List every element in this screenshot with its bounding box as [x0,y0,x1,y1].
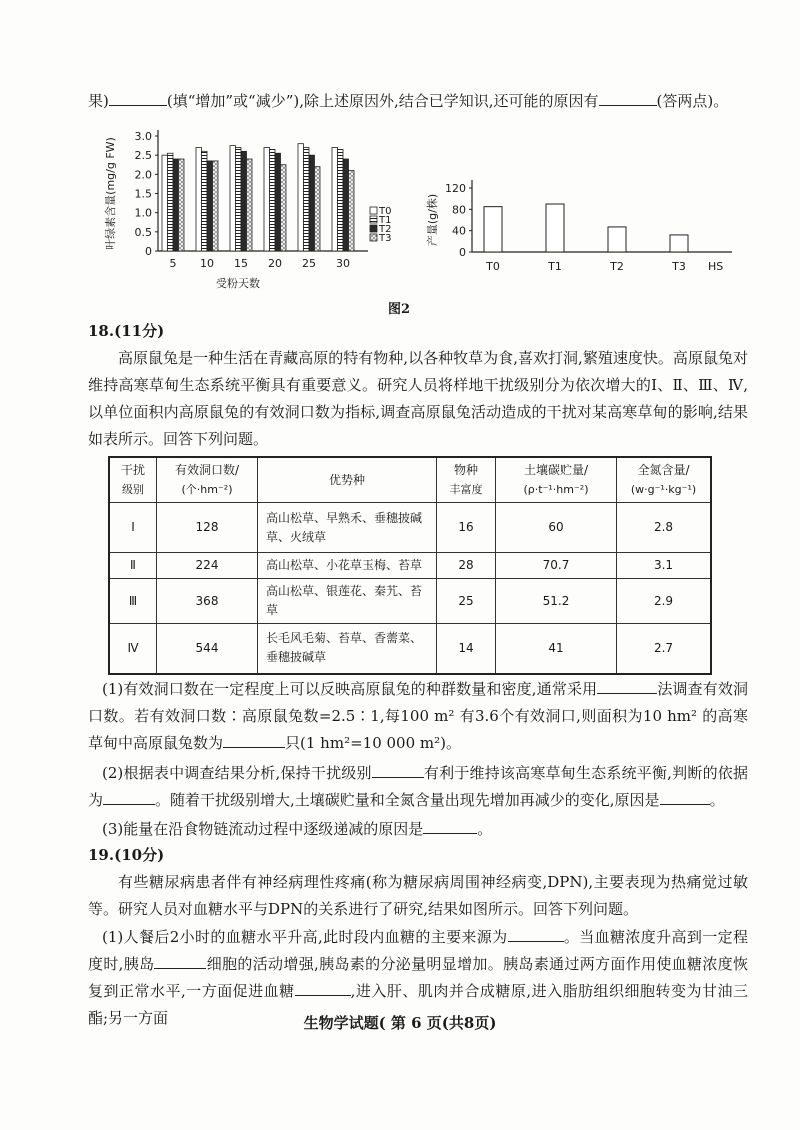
text-fragment: 细胞的活动增强,胰岛素的分泌量明显增加。胰岛素通过两方面作用使血糖浓度恢复到正常水平,一方面促进血糖 [88,955,748,1000]
bar-t3 [247,159,253,251]
cell-level: Ⅲ [109,579,157,624]
bar-t2 [309,155,315,251]
cell-level: Ⅱ [109,553,157,579]
question-18-heading: 18.(11分) [88,322,165,340]
question-19-heading: 19.(10分) [88,846,165,864]
cell-richness: 14 [437,624,496,674]
bar-t0 [298,144,304,251]
x-tick-label: 10 [200,257,214,270]
cell-carbon: 41 [496,624,617,674]
answer-blank [599,89,657,106]
text-fragment: (1)有效洞口数在一定程度上可以反映高原鼠兔的种群数量和密度,通常采用 [102,680,598,698]
cell-dominant: 高山松草、小花草玉梅、苔草 [258,553,437,579]
x-axis-title: HS [708,260,724,273]
header-line: 土壤碳贮量/ [523,463,589,477]
question-18-part-2 [88,760,748,814]
bar-t0 [162,155,168,251]
survey-table [108,456,712,675]
text-fragment: 只(1 hm²=10 000 m²)。 [285,734,461,752]
text-fragment: 法调查有效洞口数。若有效洞口数∶高原鼠兔数=2.5∶1,每100 m² 有3.6个有效洞口,则面积为10 hm² 的高寒草甸中高原鼠兔数为 [88,680,748,752]
cell-nitrogen: 2.9 [617,579,712,624]
cell-carbon: 70.7 [496,553,617,579]
chlorophyll-chart [100,118,420,298]
y-tick-label: 0.5 [134,225,152,239]
bar-t1 [168,153,174,251]
table-header-row [109,457,711,503]
bar-t1 [304,148,310,252]
header-line: (个·hm⁻²) [181,483,233,496]
bar-t1 [338,149,344,251]
y-tick-label: 3.0 [134,130,152,143]
y-tick-label: 2.5 [134,149,152,163]
cell-nitrogen: 2.8 [617,503,712,553]
x-tick-label: 5 [169,257,177,270]
column-header [157,457,258,503]
question-18-part-1 [88,676,748,757]
y-tick-label: 1.0 [134,206,152,220]
y-tick-label: 0 [459,246,466,259]
cell-dominant: 高山松草、早熟禾、垂穗披碱草、火绒草 [258,503,437,553]
x-axis-title: 受粉天数 [216,277,260,290]
text-fragment: ,进入肝、肌肉并合成糖原,进入脂肪组织细胞转变为甘油三酯;另一方面 [88,982,748,1027]
question-19-intro: 有些糖尿病患者伴有神经病理性疼痛(称为糖尿病周围神经病变,DPN),主要表现为热痛觉过敏等。研究人员对血糖水平与DPN的关系进行了研究,结果如图所示。回答下列问题。 [88,873,748,918]
header-line: 丰富度 [449,483,483,496]
legend-swatch [370,234,377,241]
x-tick-label: T1 [548,260,562,273]
text-fragment: (填“增加”或“减少”),除上述原因外,结合已学知识,还可能的原因有 [166,92,599,110]
answer-blank [154,952,206,969]
x-tick-label: 25 [302,257,316,270]
cell-dominant: 高山松草、银莲花、秦艽、苔草 [258,579,437,624]
text-fragment: 有利于维持该高寒草甸生态系统平衡,判断的依据为 [88,764,748,809]
text-fragment: 。 [477,820,493,838]
answer-blank [508,925,564,942]
cell-nitrogen: 2.7 [617,624,712,674]
legend-label: T2 [379,224,392,235]
text-fragment: (3)能量在沿食物链流动过程中逐级递减的原因是 [102,820,424,838]
cell-holes: 544 [157,624,258,674]
yield-chart [412,170,732,280]
question-18-intro: 高原鼠兔是一种生活在青藏高原的特有物种,以各种牧草为食,喜欢打洞,繁殖速度快。高原鼠兔对维持高寒草甸生态系统平衡具有重要意义。研究人员将样地干扰级别分为依次增大的Ⅰ、Ⅱ、Ⅲ、Ⅳ,以单位面积内高原鼠兔的有效洞口数为指标,调查高原鼠兔活动造成的干扰对某高寒草甸的影响,结果如表所示。回答下列问题。 [88,349,748,448]
text-fragment: 。当血糖浓度升高到一定程度时,胰岛 [88,928,748,973]
cell-holes: 224 [157,553,258,579]
table-row [109,624,711,674]
table-row [109,503,711,553]
cell-holes: 128 [157,503,258,553]
bar-t0 [196,148,202,252]
header-line: 干扰 [120,463,145,477]
text-fragment: (答两点)。 [656,92,729,110]
y-axis-title: 叶绿素含量(mg/g FW) [104,137,117,250]
bar-t3 [179,159,185,251]
answer-blank [660,788,710,805]
question-17-continuation [88,88,768,115]
x-tick-label: 30 [336,257,350,270]
answer-blank [597,677,657,694]
bar-t2 [608,227,626,252]
y-axis-title: 产量(g/株) [426,193,439,247]
bar-t3 [281,165,287,251]
cell-richness: 28 [437,553,496,579]
y-tick-label: 1.5 [134,187,152,201]
bar-t1 [270,149,276,251]
header-line: 级别 [122,483,144,496]
header-line: (ρ·t⁻¹·hm⁻²) [523,483,589,496]
cell-holes: 368 [157,579,258,624]
header-line: (w·g⁻¹·kg⁻¹) [630,483,697,496]
cell-richness: 25 [437,579,496,624]
page-footer: 生物学试题( 第 6 页(共8页) [303,1014,497,1032]
column-header [617,457,712,503]
bar-t2 [173,159,179,251]
header-line: 物种 [453,463,478,477]
text-fragment: 。 [709,791,725,809]
y-tick-label: 80 [452,203,466,217]
column-header [496,457,617,503]
answer-blank [372,761,424,778]
bar-t1 [546,204,564,252]
text-fragment: (1)人餐后2小时的血糖水平升高,此时段内血糖的主要来源为 [102,928,508,946]
y-tick-label: 2.0 [134,168,152,182]
bar-t3 [315,167,321,251]
legend-label: T3 [379,233,392,244]
column-header [109,457,157,503]
cell-richness: 16 [437,503,496,553]
legend-label: T1 [379,215,392,226]
cell-level: Ⅰ [109,503,157,553]
bar-t0 [264,148,270,252]
header-line: 全氮含量/ [637,463,690,477]
figure-caption: 图2 [388,302,411,317]
answer-blank [103,788,155,805]
table-row [109,579,711,624]
bar-t3 [670,235,688,252]
answer-blank [223,731,285,748]
cell-level: Ⅳ [109,624,157,674]
text-fragment: 。随着干扰级别增大,土壤碳贮量和全氮含量出现先增加再减少的变化,原因是 [155,791,660,809]
y-tick-label: 0 [145,245,152,258]
bar-t0 [332,148,338,252]
x-tick-label: 15 [234,257,248,270]
column-header [258,457,437,503]
y-tick-label: 120 [445,182,466,195]
answer-blank [423,817,477,834]
x-tick-label: T0 [486,260,500,273]
x-tick-label: 20 [268,257,282,270]
answer-blank [109,89,167,106]
bar-t2 [275,153,281,251]
bar-t1 [202,151,208,251]
text-fragment: (2)根据表中调查结果分析,保持干扰级别 [102,764,372,782]
answer-blank [295,979,351,996]
legend-swatch [370,225,377,232]
legend-label: T0 [379,206,392,217]
table-row [109,553,711,579]
x-tick-label: T2 [610,260,624,273]
y-tick-label: 40 [452,224,466,238]
header-line: 优势种 [328,472,365,487]
bar-t2 [241,151,247,251]
bar-t2 [343,159,349,251]
bar-t0 [484,207,502,252]
cell-carbon: 51.2 [496,579,617,624]
text-fragment: 果) [88,92,109,110]
bar-t0 [230,146,236,251]
x-tick-label: T3 [672,260,686,273]
cell-dominant: 长毛风毛菊、苔草、香薷菜、垂穗披碱草 [258,624,437,674]
column-header [437,457,496,503]
legend-swatch [370,216,377,223]
cell-carbon: 60 [496,503,617,553]
bar-t3 [213,161,219,251]
bar-t1 [236,148,242,252]
question-18-part-3 [88,816,748,843]
header-line: 有效洞口数/ [174,463,240,477]
cell-nitrogen: 3.1 [617,553,712,579]
bar-t3 [349,171,355,252]
bar-t2 [207,161,213,251]
legend-swatch [370,207,377,214]
